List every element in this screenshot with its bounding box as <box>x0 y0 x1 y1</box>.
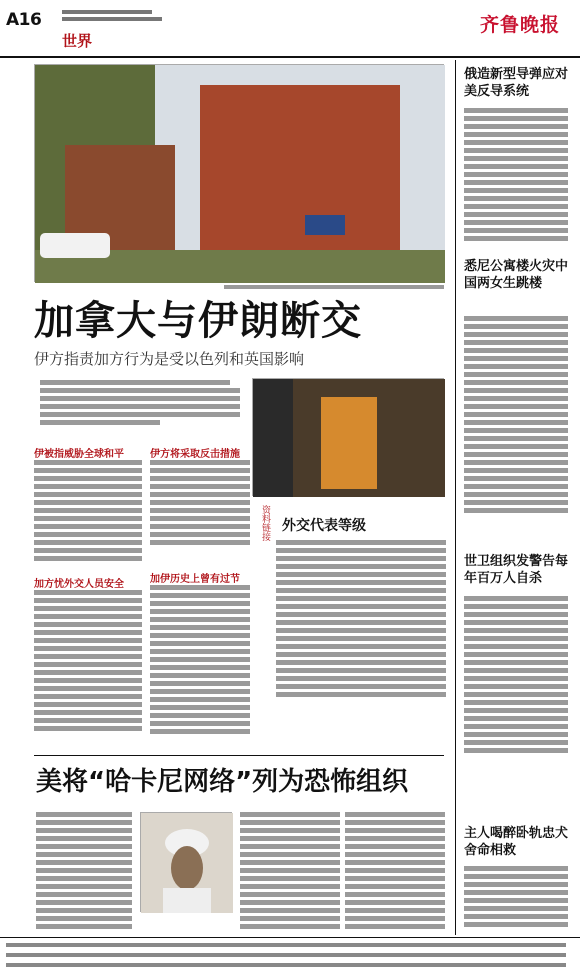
right-story-2-text <box>464 316 568 513</box>
right-story-2-headline: 悉尼公寓楼火灾中国两女生跳楼 <box>464 259 569 291</box>
section-tag: 世界 <box>62 32 93 50</box>
subhead-1: 伊被指威胁全球和平 <box>34 449 124 460</box>
column-2-text <box>150 460 250 545</box>
bottom-rule <box>34 755 444 756</box>
footer-line-1 <box>6 943 566 947</box>
bottom-col-1-text <box>36 812 132 929</box>
bottom-col-3-text <box>345 812 445 929</box>
right-column-divider <box>455 60 456 935</box>
embassy-door-photo <box>252 378 444 496</box>
photo-caption-line <box>224 285 444 289</box>
footer-rule <box>0 937 580 938</box>
link-body-text <box>276 540 446 697</box>
header-rule <box>0 56 580 58</box>
police-car-shape <box>40 233 110 258</box>
link-title: 外交代表等级 <box>282 518 366 534</box>
footer-line-3 <box>6 963 566 967</box>
footer-line-2 <box>6 953 566 957</box>
sidebar-link-label: 资料链接 <box>260 505 270 541</box>
subhead-4: 加伊历史上曾有过节 <box>150 574 240 585</box>
subhead-3: 伊方将采取反击措施 <box>150 449 240 460</box>
column-2b-text <box>150 585 250 734</box>
column-1-text <box>34 460 142 561</box>
right-story-1-headline: 俄造新型导弹应对美反导系统 <box>464 67 569 99</box>
right-story-3-headline: 世卫组织发警告每年百万人自杀 <box>464 554 569 586</box>
right-story-3-text <box>464 596 568 753</box>
bottom-headline: 美将“哈卡尼网络”列为恐怖组织 <box>36 767 409 797</box>
right-story-1-text <box>464 108 568 241</box>
column-1b-text <box>34 590 142 731</box>
right-story-4-text <box>464 866 568 927</box>
bottom-col-2-text <box>240 812 340 929</box>
right-story-4-headline: 主人喝醉卧轨忠犬舍命相救 <box>464 826 569 858</box>
subhead-2: 加方忧外交人员安全 <box>34 579 124 590</box>
militant-leader-photo <box>140 812 232 912</box>
main-subhead: 伊方指责加方行为是受以色列和英国影响 <box>34 350 305 368</box>
main-photo <box>34 64 444 282</box>
page-number: A16 <box>6 10 42 30</box>
main-headline: 加拿大与伊朗断交 <box>34 298 362 344</box>
edition-meta-block <box>62 10 172 21</box>
embassy-building-illustration <box>35 65 445 283</box>
newspaper-logo: 齐鲁晚报 <box>479 14 560 36</box>
lead-paragraph <box>40 380 240 425</box>
